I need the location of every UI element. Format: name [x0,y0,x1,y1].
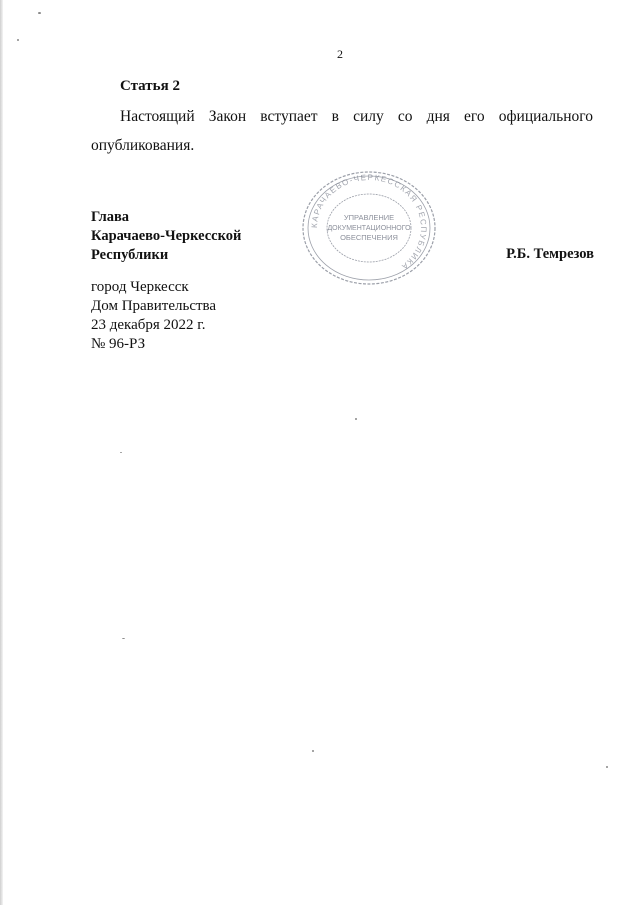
signer-name: Р.Б. Темрезов [506,246,594,262]
seal-ring-text [310,173,428,272]
scan-speck [120,452,122,453]
scan-speck [312,750,314,752]
page-number: 2 [337,47,343,61]
seal-inner-line: ДОКУМЕНТАЦИОННОГО [327,225,411,232]
signer-title-line: Карачаево-Черкесской [91,228,242,244]
signer-title-line: Глава [91,209,130,225]
seal-inner-line: УПРАВЛЕНИЕ [343,213,395,222]
signer-title [91,208,241,265]
signer-title-line: Республики [91,247,169,263]
seal-inner-line: ОБЕСПЕЧЕНИЯ [340,233,398,242]
place-line: город Черкесск [91,279,189,295]
scan-speck [606,766,608,768]
law-number-line: № 96-РЗ [91,336,146,352]
article-text: Настоящий Закон вступает в силу со дня его официального опубликования. [91,108,593,154]
scan-speck [122,638,125,639]
article-title: Статья 2 [120,78,180,94]
scan-speck [355,418,357,420]
scan-speck [38,12,41,14]
place-line: Дом Правительства [91,298,217,314]
official-seal [298,168,440,288]
scan-speck [17,39,19,41]
seal-ring-textpath: КАРАЧАЕВО-ЧЕРКЕССКАЯ РЕСПУБЛИКА [309,172,429,272]
date-line: 23 декабря 2022 г. [91,317,206,333]
place-date-block [91,278,216,354]
scan-edge [0,0,3,905]
